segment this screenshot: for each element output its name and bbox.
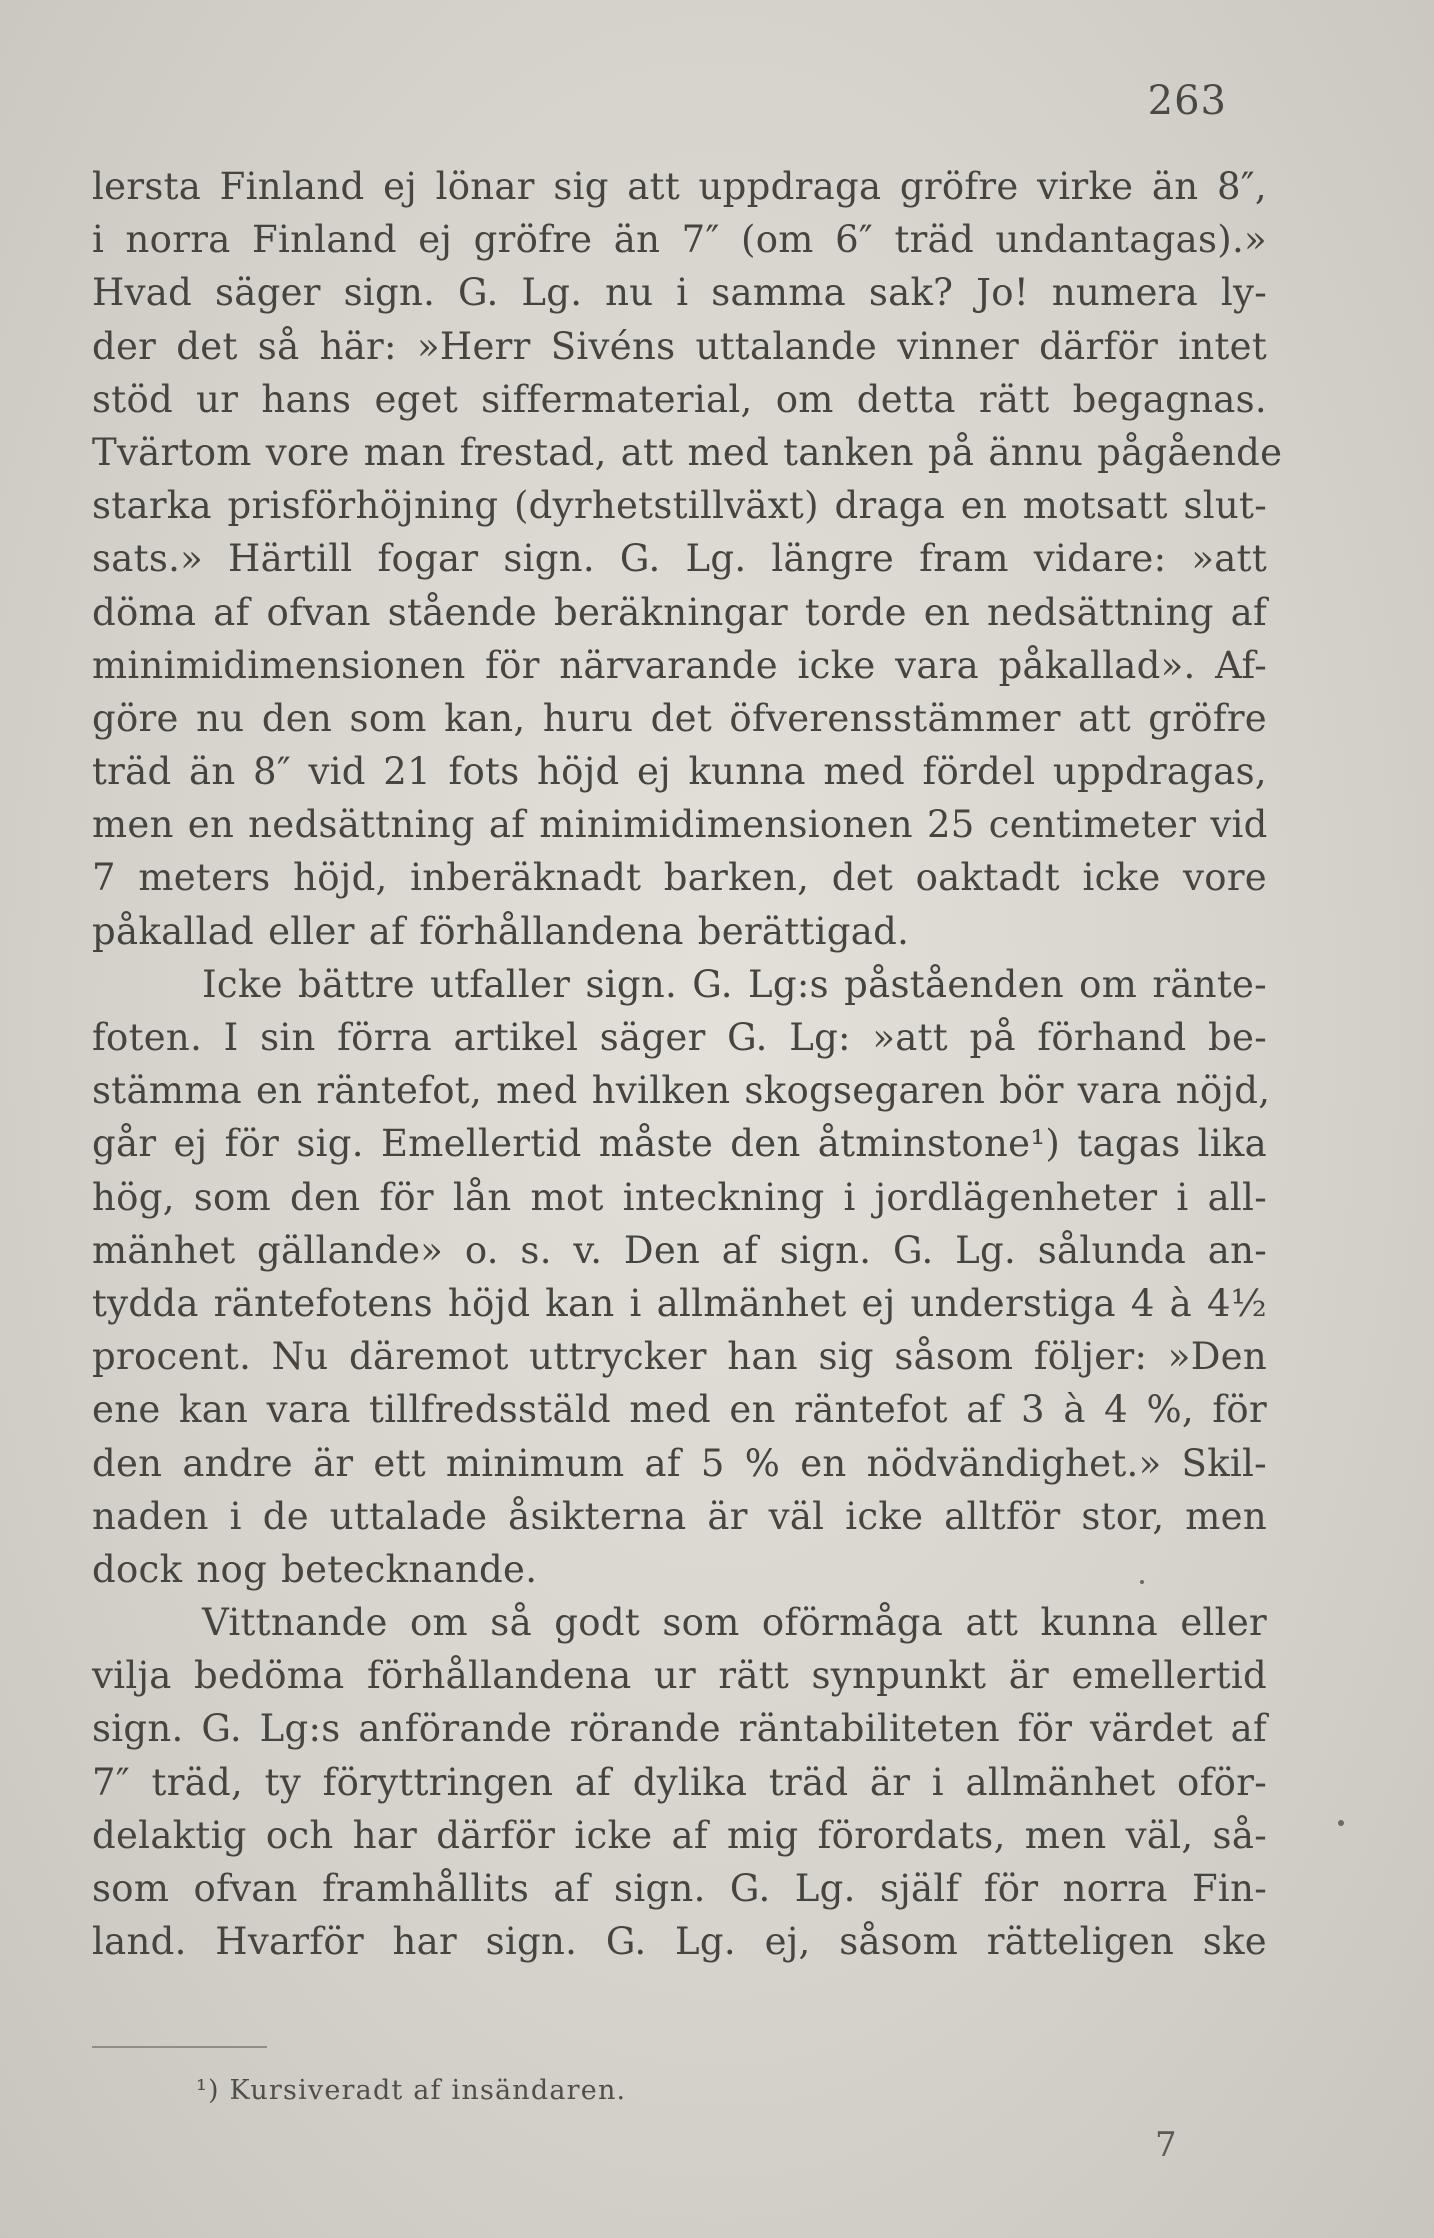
- text-line: procent. Nu däremot uttrycker han sig såsom följer: »Den: [92, 1335, 1267, 1379]
- text-line: sats.» Härtill fogar sign. G. Lg. längre fram vidare: »att: [92, 537, 1267, 581]
- text-line: dock nog betecknande.: [92, 1547, 538, 1591]
- paragraph-start-line: Icke bättre utfaller sign. G. Lg:s påståenden om ränte-: [202, 962, 1267, 1006]
- text-line: naden i de uttalade åsikterna är väl icke alltför stor, men: [92, 1494, 1267, 1538]
- text-line: som ofvan framhållits af sign. G. Lg. själf för norra Fin-: [92, 1867, 1267, 1910]
- text-line: ene kan vara tillfredsstäld med en räntefot af 3 à 4 %, för: [92, 1388, 1267, 1432]
- text-line: delaktig och har därför icke af mig förordats, men väl, så-: [92, 1813, 1267, 1857]
- text-line: sign. G. Lg:s anförande rörande räntabiliteten för värdet af: [92, 1707, 1267, 1751]
- text-line: land. Hvarför har sign. G. Lg. ej, såsom rätteligen ske: [92, 1920, 1267, 1964]
- text-line: der det så här: »Herr Sivéns uttalande vinner därför intet: [92, 324, 1267, 368]
- text-line: vilja bedöma förhållandena ur rätt synpunkt är emellertid: [92, 1654, 1267, 1698]
- text-line: göre nu den som kan, huru det öfverensstämmer att gröfre: [92, 696, 1267, 740]
- text-line: Hvad säger sign. G. Lg. nu i samma sak? Jo! numera ly-: [92, 271, 1267, 315]
- text-line: tydda räntefotens höjd kan i allmänhet ej understiga 4 à 4½: [92, 1281, 1267, 1325]
- text-line: 7 meters höjd, inberäknadt barken, det oaktadt icke vore: [92, 856, 1267, 900]
- text-line: träd än 8″ vid 21 fots höjd ej kunna med fördel uppdragas,: [92, 750, 1267, 794]
- text-line: foten. I sin förra artikel säger G. Lg: »att på förhand be-: [92, 1016, 1267, 1059]
- paragraph-start-line: Vittnande om så godt som oförmåga att kunna eller: [202, 1601, 1267, 1645]
- text-line: påkallad eller af förhållandena berättigad.: [92, 909, 910, 953]
- footnote: ¹) Kursiveradt af insändaren.: [196, 2075, 627, 2106]
- text-line: starka prisförhöjning (dyrhetstillväxt) draga en motsatt slut-: [92, 484, 1267, 528]
- signature-mark: 7: [1155, 2125, 1177, 2165]
- text-line: går ej för sig. Emellertid måste den åtminstone¹) tagas lika: [92, 1122, 1267, 1166]
- text-line: 7″ träd, ty föryttringen af dylika träd är i allmänhet oför-: [92, 1760, 1267, 1804]
- text-line: hög, som den för lån mot inteckning i jordlägenheter i all-: [92, 1175, 1267, 1219]
- text-line: lersta Finland ej lönar sig att uppdraga gröfre virke än 8″,: [92, 165, 1267, 208]
- text-line: minimidimensionen för närvarande icke vara påkallad». Af-: [92, 643, 1267, 687]
- page-number: 263: [1147, 78, 1227, 124]
- text-line: men en nedsättning af minimidimensionen 25 centimeter vid: [92, 803, 1268, 847]
- text-line: den andre är ett minimum af 5 % en nödvändighet.» Skil-: [92, 1441, 1267, 1485]
- text-line: stöd ur hans eget siffermaterial, om detta rätt begagnas.: [92, 377, 1267, 421]
- footnote-divider: [92, 2046, 267, 2048]
- text-line: döma af ofvan stående beräkningar torde en nedsättning af: [92, 590, 1267, 634]
- paper-speck: [1338, 1820, 1344, 1826]
- paper-speck: [1140, 1580, 1144, 1584]
- text-line: stämma en räntefot, med hvilken skogsegaren bör vara nöjd,: [92, 1069, 1271, 1113]
- text-line: Tvärtom vore man frestad, att med tanken på ännu pågående: [92, 430, 1283, 474]
- body-text: [92, 160, 1283, 1968]
- text-line: i norra Finland ej gröfre än 7″ (om 6″ träd undantagas).»: [92, 218, 1267, 262]
- text-line: mänhet gällande» o. s. v. Den af sign. G. Lg. sålunda an-: [92, 1228, 1267, 1272]
